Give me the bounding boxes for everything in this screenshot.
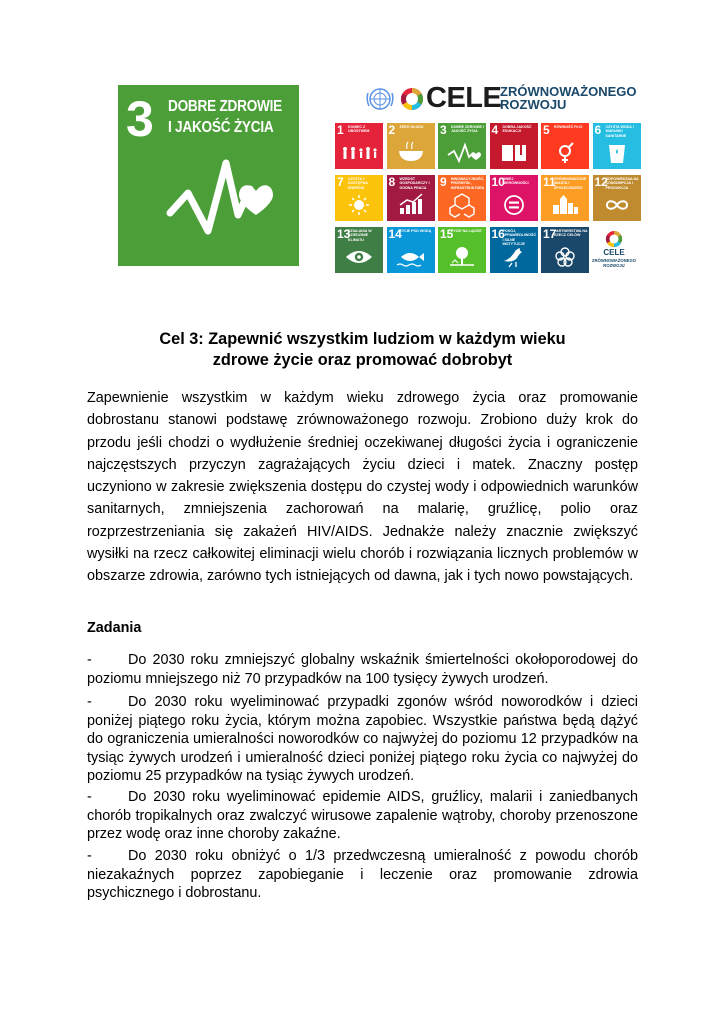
goal-tile-title-line2: I JAKOŚĆ ŻYCIA xyxy=(168,119,274,136)
task-text: Do 2030 roku obniżyć o 1/3 przedwczesną umieralność z powodu chorób niezakaźnych poprzez zapobieganie i leczenie oraz promowanie zdrowia psychicznego i dobrostanu. xyxy=(87,848,638,902)
sdg-goal-label: ŻYCIE NA LĄDZIE xyxy=(451,229,482,233)
sdg-goal-number: 13 xyxy=(337,227,351,241)
sdg-goal-label: WZROST GOSPODARCZY I GODNA PRACA xyxy=(399,177,430,190)
sdg-wheel-icon xyxy=(590,227,638,249)
sdg-goal-number: 15 xyxy=(440,227,454,241)
sdg-goal-label: CZYSTA I DOSTĘPNA ENERGIA xyxy=(348,177,368,190)
task-dash: - xyxy=(87,652,92,668)
sdg-goal-label: POKÓJ, SPRAWIEDLIWOŚĆ I SILNE INSTYTUCJE xyxy=(502,229,537,247)
sdg-header-sub-line1: ZRÓWNOWAŻONEGO xyxy=(500,84,637,99)
section-heading-tasks: Zadania xyxy=(87,620,142,636)
document-title-line1: Cel 3: Zapewnić wszystkim ludziom w każdym wieku xyxy=(159,330,566,348)
sdg-goal-13-tile xyxy=(335,227,383,273)
sdg-logo-cell xyxy=(590,227,638,273)
sdg-goal-number: 12 xyxy=(594,175,608,189)
sdg-header-word: CELE xyxy=(426,82,502,114)
sdg-goal-16-tile xyxy=(490,227,538,273)
sdg-goal-number: 17 xyxy=(543,227,557,241)
sdg-goal-12-tile xyxy=(593,175,641,221)
goal-3-tile xyxy=(118,85,299,266)
sdg-goal-label: INNOWACYJNOŚĆ, PRZEMYSŁ, INFRASTRUKTURA xyxy=(451,177,485,190)
sdg-goal-number: 10 xyxy=(491,175,505,189)
heartbeat-heart-icon xyxy=(118,85,299,266)
task-text: Do 2030 roku zmniejszyć globalny wskaźnik śmiertelności okołoporodowej do poziomu mniejszego niż 70 przypadków na 100 tysięcy żywych urodzeń. xyxy=(87,652,638,687)
task-dash: - xyxy=(87,789,92,805)
task-text: Do 2030 roku wyeliminować przypadki zgonów wśród noworodków i dzieci poniżej piątego roku życia, którym można zapobiec. Wszystkie państwa będą dążyć do ograniczenia umieralności noworodków co najwyżej do poziomu 12 przypadków na tysiąc żywych urodzeń i umieralność dzieci poniżej piątego roku życia co najwyżej do poziomu 25 przypadków na tysiąc żywych urodzeń. xyxy=(87,694,638,785)
sdg-goal-5-tile xyxy=(541,123,589,169)
sdg-logo-cell-subtitle: ZRÓWNOWAŻONEGO ROZWOJU xyxy=(592,258,636,268)
task-item xyxy=(87,788,638,844)
sdg-goal-number: 4 xyxy=(491,123,499,137)
sdg-goal-8-tile xyxy=(387,175,435,221)
document-title xyxy=(100,329,625,371)
sdg-goal-label: DOBRE ZDROWIE I JAKOŚĆ ŻYCIA xyxy=(451,125,484,134)
sdg-goal-9-tile xyxy=(438,175,486,221)
task-text: Do 2030 roku wyeliminować epidemie AIDS, gruźlicy, malarii i zaniedbanych chorób tropikalnych oraz zwalczyć wirusowe zapalenie wątroby, choroby przenoszone przez wodę oraz inne choroby zakaźne. xyxy=(87,789,638,843)
sdg-header xyxy=(365,82,645,114)
sdg-goal-1-tile xyxy=(335,123,383,169)
sdg-goal-7-tile xyxy=(335,175,383,221)
task-dash: - xyxy=(87,694,92,710)
sdg-goal-label: MNIEJ NIERÓWNOŚCI xyxy=(502,177,529,186)
sdg-goal-11-tile xyxy=(541,175,589,221)
intro-paragraph: Zapewnienie wszystkim w każdym wieku zdrowego życia oraz promowanie dobrostanu stanowi podstawę zrównoważonego rozwoju. Zrobiono duży krok do przodu jeśli chodzi o wydłużenie średniej oczekiwanej długości życia i ograniczenie najczęstszych przyczyn zagrażających życiu dzieci i matek. Znaczny postęp uczyniono w zakresie zwiększenia dostępu do czystej wody i odpowiednich warunków sanitarnych, zmniejszenia zachorowań na malarię, gruźlicę, polio oraz rozprzestrzeniania się zakażeń HIV/AIDS. Jednakże należy znacznie zwiększyć wysiłki na rzecz całkowitej eliminacji wielu chorób i rozwiązania licznych problemów w obszarze zdrowia, zarówno tych istniejących od dawna, jak i tych nowo powstających. xyxy=(87,390,638,585)
sdg-goals-grid xyxy=(335,123,643,273)
sdg-wheel-icon xyxy=(400,87,424,111)
sdg-goal-label: KONIEC Z UBÓSTWEM xyxy=(348,125,370,134)
sdg-goal-17-tile xyxy=(541,227,589,273)
sdg-goal-number: 9 xyxy=(440,175,447,189)
sdg-goal-label: ZERO GŁODU xyxy=(399,125,424,129)
sdg-goal-label: ZRÓWNOWAŻONE MIASTA I SPOŁECZNOŚCI xyxy=(554,177,587,190)
sdg-goal-number: 16 xyxy=(491,227,505,241)
sdg-goal-label: ODPOWIEDZIALNA KONSUMPCJA I PRODUKCJA xyxy=(605,177,639,190)
un-emblem-icon xyxy=(365,85,395,113)
goal-tile-number: 3 xyxy=(126,91,153,147)
sdg-goal-4-tile xyxy=(490,123,538,169)
goal-tile-title-line1: DOBRE ZDROWIE xyxy=(168,98,283,115)
task-item xyxy=(87,651,638,688)
task-item xyxy=(87,693,638,786)
sdg-goal-2-tile xyxy=(387,123,435,169)
sdg-goal-number: 3 xyxy=(440,123,447,137)
sdg-goal-14-tile xyxy=(387,227,435,273)
sdg-goal-6-tile xyxy=(593,123,641,169)
sdg-goal-label: ŻYCIE POD WODĄ xyxy=(399,229,432,233)
sdg-goal-number: 7 xyxy=(337,175,344,189)
task-dash: - xyxy=(87,848,92,864)
sdg-goal-number: 5 xyxy=(543,123,550,137)
sdg-goal-3-tile xyxy=(438,123,486,169)
task-item xyxy=(87,847,638,903)
sdg-goal-15-tile xyxy=(438,227,486,273)
sdg-header-subtitle xyxy=(500,85,637,111)
document-title-line2: zdrowe życie oraz promować dobrobyt xyxy=(212,351,513,369)
sdg-goal-number: 14 xyxy=(388,227,402,241)
sdg-goal-label: DOBRA JAKOŚĆ EDUKACJI xyxy=(502,125,532,134)
sdg-goal-label: CZYSTA WODA I WARUNKI SANITARNE xyxy=(605,125,634,138)
sdg-header-sub-line2: ROZWOJU xyxy=(500,97,567,112)
sdg-goal-number: 6 xyxy=(594,123,602,137)
sdg-goal-label: RÓWNOŚĆ PŁCI xyxy=(554,125,583,129)
sdg-goal-10-tile xyxy=(490,175,538,221)
sdg-logo-cell-title: CELE xyxy=(603,248,625,257)
sdg-goal-number: 11 xyxy=(543,175,556,189)
sdg-goal-number: 1 xyxy=(337,123,344,137)
sdg-goal-label: PARTNERSTWA NA RZECZ CELÓW xyxy=(554,229,588,238)
sdg-goal-number: 2 xyxy=(388,123,396,137)
sdg-goal-label: DZIAŁANIA W DZIEDZINIE KLIMATU xyxy=(348,229,372,242)
sdg-goal-number: 8 xyxy=(388,175,396,189)
